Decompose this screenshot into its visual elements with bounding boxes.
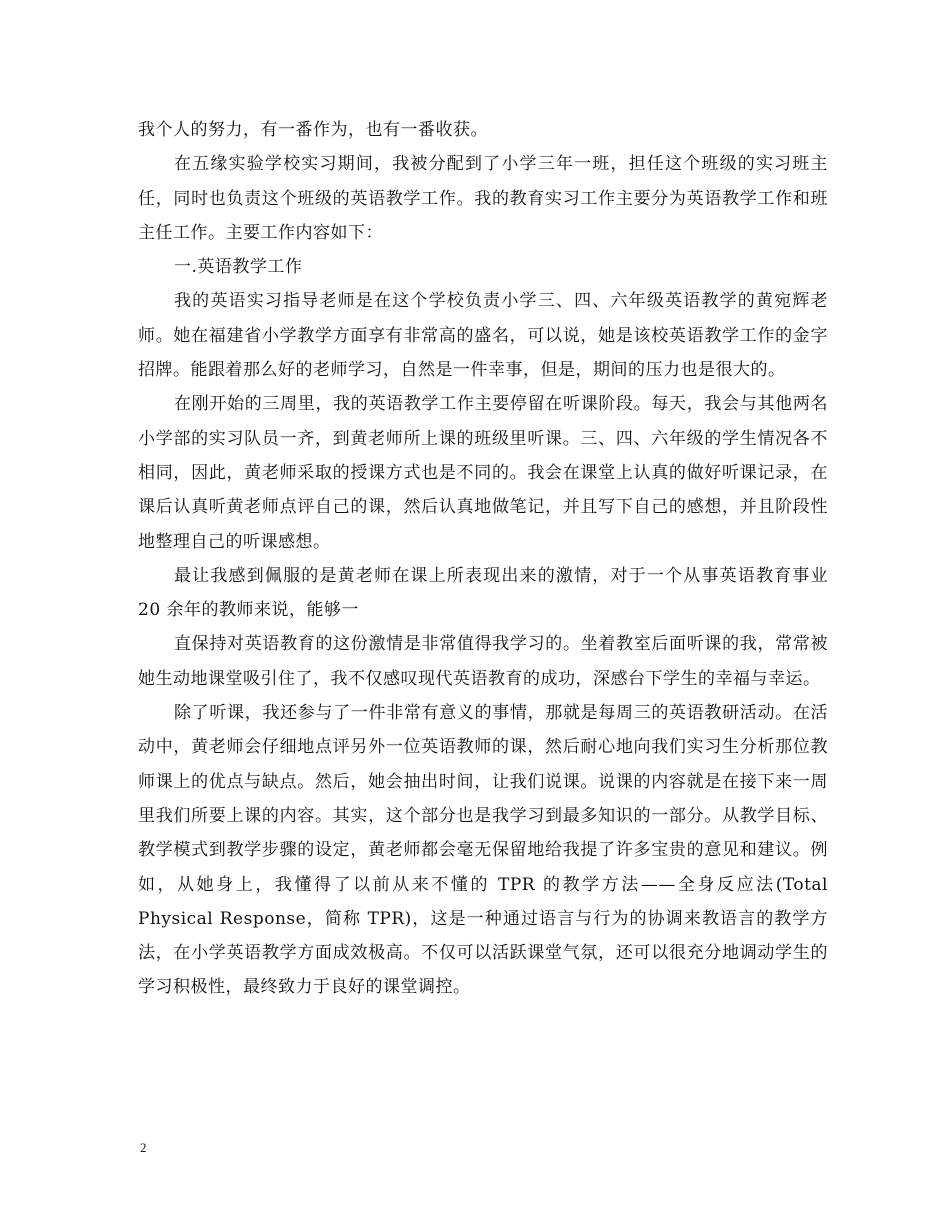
body-text: [138, 113, 828, 1005]
page-number: 2: [140, 1140, 147, 1155]
paragraph-2: 在五缘实验学校实习期间，我被分配到了小学三年一班，担任这个班级的实习班主任，同时也负责这个班级的英语教学工作。我的教育实习工作主要分为英语教学工作和班主任工作。主要工作内容如下：: [138, 154, 828, 243]
paragraph-7: 除了听课，我还参与了一件非常有意义的事情，那就是每周三的英语教研活动。在活动中，黄老师会仔细地点评另外一位英语教师的课，然后耐心地向我们实习生分析那位教师课上的优点与缺点。然后，她会抽出时间，让我们说课。说课的内容就是在接下来一周里我们所要上课的内容。其实，这个部分也是我学习到最多知识的一部分。从教学目标、教学模式到教学步骤的设定，黄老师都会毫无保留地给我提了许多宝贵的意见和建议。例如，从她身上，我懂得了以前从来不懂的 TPR 的教学方法——全身反应法(Total Physical Response，简称 TPR)，这是一种通过语言与行为的协调来教语言的教学方法，在小学英语教学方面成效极高。不仅可以活跃课堂气氛，还可以很充分地调动学生的学习积极性，最终致力于良好的课堂调控。: [138, 703, 828, 998]
paragraph-5: 最让我感到佩服的是黄老师在课上所表现出来的激情，对于一个从事英语教育事业 20 余年的教师来说，能够一: [138, 565, 828, 621]
paragraph-3: 我的英语实习指导老师是在这个学校负责小学三、四、六年级英语教学的黄宛辉老师。她在福建省小学教学方面享有非常高的盛名，可以说，她是该校英语教学工作的金字招牌。能跟着那么好的老师学习，自然是一件幸事，但是，期间的压力也是很大的。: [138, 291, 828, 381]
paragraph-1: 我个人的努力，有一番作为，也有一番收获。: [138, 120, 488, 140]
paragraph-4: 在刚开始的三周里，我的英语教学工作主要停留在听课阶段。每天，我会与其他两名小学部的实习队员一齐，到黄老师所上课的班级里听课。三、四、六年级的学生情况各不相同，因此，黄老师采取的授课方式也是不同的。我会在课堂上认真的做好听课记录，在课后认真听黄老师点评自己的课，然后认真地做笔记，并且写下自己的感想，并且阶段性地整理自己的听课感想。: [138, 394, 828, 552]
paragraph-6: 直保持对英语教育的这份激情是非常值得我学习的。坐着教室后面听课的我，常常被她生动地课堂吸引住了，我不仅感叹现代英语教育的成功，深感台下学生的幸福与幸运。: [138, 634, 828, 689]
section-heading: 一.英语教学工作: [174, 257, 303, 278]
